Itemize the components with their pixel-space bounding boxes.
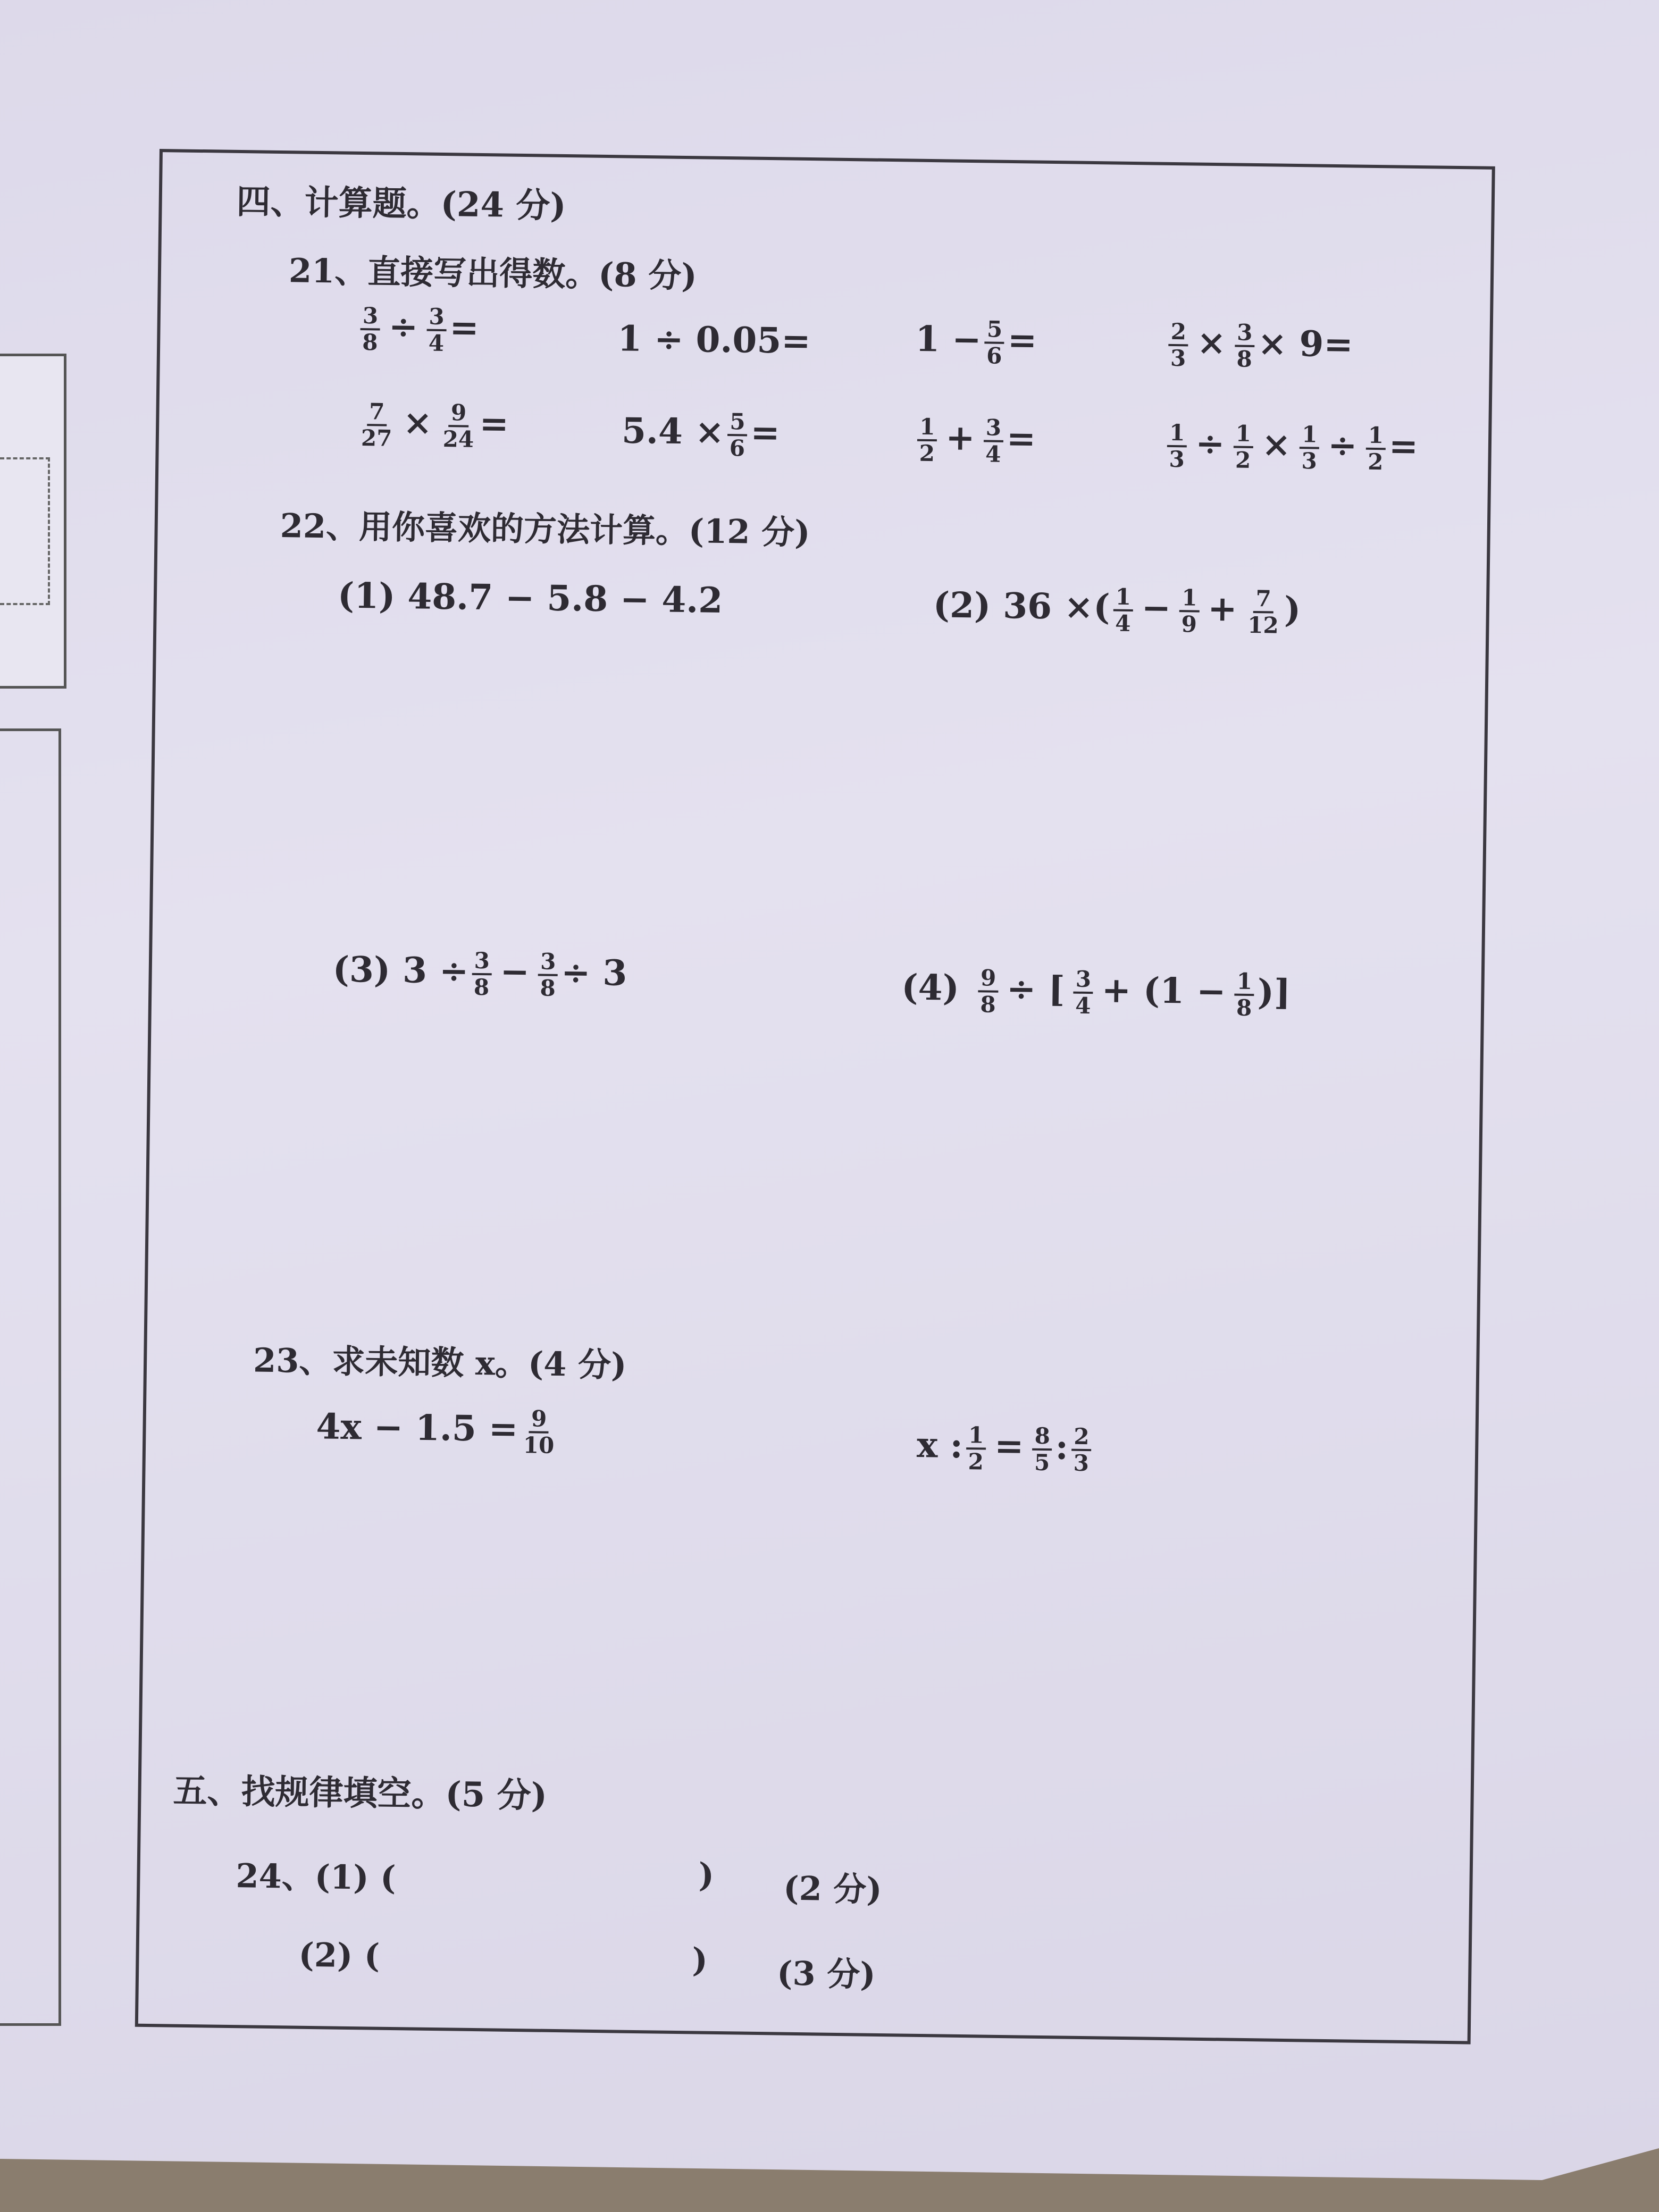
q23-equation-1: 4x − 1.5 = $\frac{9}{10}$ — [316, 1404, 560, 1458]
q21-item-8: $\frac{1}{3}$ ÷ $\frac{1}{2}$ × $\frac{1}{3}$ ÷ $\frac{1}{2}$ = — [1163, 421, 1418, 475]
fraction: $\frac{3}{8}$ — [1234, 321, 1254, 372]
q24-line-1-score: (2 分) — [783, 1869, 883, 1909]
q22-title: 22、用你喜欢的方法计算。(12 分) — [280, 506, 810, 552]
fraction: $\frac{3}{4}$ — [426, 305, 446, 356]
adjacent-page-dashed-box — [0, 457, 50, 605]
q21-item-2: 1 ÷ 0.05= — [617, 317, 811, 362]
fraction: $\frac{9}{8}$ — [978, 966, 998, 1017]
fraction: $\frac{2}{3}$ — [1168, 320, 1188, 371]
fraction: $\frac{8}{5}$ — [1032, 1424, 1052, 1476]
fraction: $\frac{7}{12}$ — [1247, 585, 1279, 639]
fraction: $\frac{1}{2}$ — [1365, 423, 1386, 475]
fraction: $\frac{3}{8}$ — [538, 949, 558, 1001]
fraction: $\frac{7}{27}$ — [361, 398, 392, 451]
q21-item-1: $\frac{3}{8}$ ÷ $\frac{3}{4}$ = — [357, 304, 479, 356]
fraction: $\frac{1}{8}$ — [1234, 969, 1254, 1021]
fraction: $\frac{1}{3}$ — [1299, 422, 1319, 474]
section4-title: 四、计算题。(24 分) — [236, 181, 567, 227]
q22-part-3: (3) 3 ÷ $\frac{3}{8}$ − $\frac{3}{8}$ ÷ 3 — [332, 947, 627, 1002]
q24-line-1-close: ) — [698, 1855, 715, 1895]
q22-part-1: (1) 48.7 − 5.8 − 4.2 — [337, 574, 723, 621]
q21-item-5: $\frac{7}{27}$ × $\frac{9}{24}$ = — [356, 399, 509, 453]
fraction: $\frac{5}{6}$ — [984, 317, 1004, 368]
adjacent-page-box-lower — [0, 728, 61, 2026]
q23-title: 23、求未知数 x。(4 分) — [253, 1340, 627, 1385]
q22-part-4: (4) $\frac{9}{8}$ ÷ [ $\frac{3}{4}$ + (1 − $\frac{1}{8}$ )] — [901, 965, 1291, 1021]
q24-line-2-label: (2) ( — [298, 1935, 380, 1975]
fraction: $\frac{9}{10}$ — [523, 1405, 555, 1459]
fraction: $\frac{1}{9}$ — [1179, 585, 1199, 637]
q21-item-4: $\frac{2}{3}$ × $\frac{3}{8}$ × 9= — [1165, 320, 1354, 373]
fraction: $\frac{3}{8}$ — [472, 949, 492, 1000]
q24-line-2-score: (3 分) — [776, 1954, 876, 1994]
fraction: $\frac{1}{2}$ — [1233, 421, 1253, 473]
q23-equation-2: x : $\frac{1}{2}$ = $\frac{8}{5}$ : $\frac{2}{3}$ — [917, 1422, 1095, 1476]
q24-line-1-label: 24、(1) ( — [236, 1856, 396, 1898]
section5-title: 五、找规律填空。(5 分) — [173, 1771, 548, 1816]
q21-item-3: 1 − $\frac{5}{6}$ = — [915, 316, 1037, 369]
exam-frame — [135, 149, 1495, 2045]
fraction: $\frac{3}{4}$ — [983, 415, 1003, 467]
fraction: $\frac{1}{3}$ — [1167, 421, 1187, 472]
fraction: $\frac{2}{3}$ — [1071, 1425, 1091, 1476]
fraction: $\frac{5}{6}$ — [727, 409, 748, 461]
fraction: $\frac{1}{2}$ — [917, 415, 937, 466]
fraction: $\frac{1}{2}$ — [966, 1423, 986, 1474]
q21-item-7: $\frac{1}{2}$ + $\frac{3}{4}$ = — [914, 415, 1036, 467]
q24-line-2-close: ) — [692, 1940, 708, 1980]
q22-part-2: (2) 36 ×( $\frac{1}{4}$ − $\frac{1}{9}$ + $\frac{7}{12}$ ) — [933, 583, 1301, 639]
fraction: $\frac{9}{24}$ — [442, 399, 474, 453]
q21-title: 21、直接写出得数。(8 分) — [288, 251, 698, 296]
fraction: $\frac{3}{4}$ — [1073, 967, 1093, 1019]
fraction: $\frac{3}{8}$ — [360, 304, 380, 355]
q21-item-6: 5.4 × $\frac{5}{6}$ = — [621, 408, 781, 462]
fraction: $\frac{1}{4}$ — [1113, 585, 1133, 636]
